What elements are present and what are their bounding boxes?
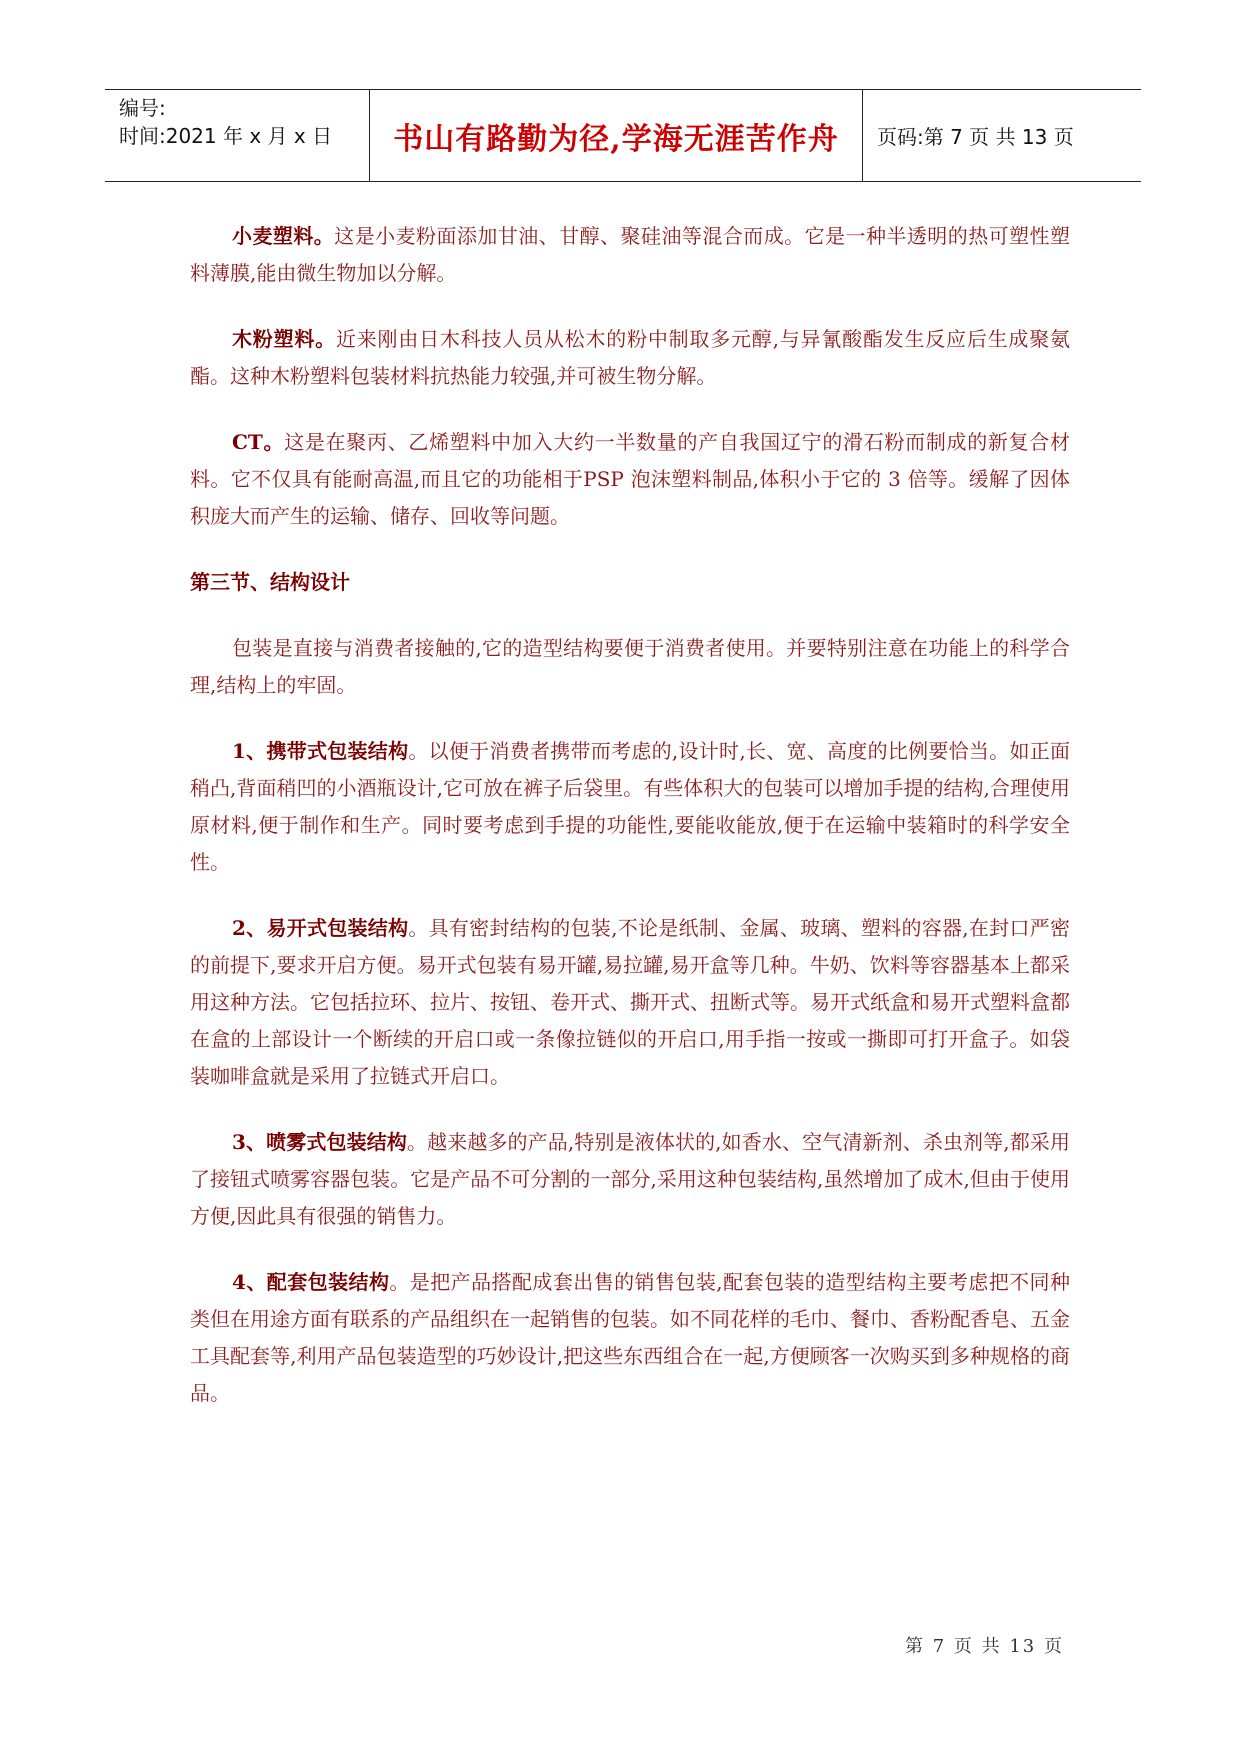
- document-body: [190, 218, 1070, 1441]
- item-text: 。是把产品搭配成套出售的销售包装,配套包装的造型结构主要考虑把不同种类但在用途方面有联系的产品组织在一起销售的包装。如不同花样的毛巾、餐巾、香粉配香皂、五金工具配套等,利用产品包装造型的巧妙设计,把这些东西组合在一起,方便顾客一次购买到多种规格的商品。: [190, 1270, 1070, 1405]
- item-set-packaging: [190, 1264, 1070, 1412]
- item-spray-packaging: [190, 1124, 1070, 1235]
- item-lead: 1、携带式包装结构: [232, 739, 409, 763]
- header-motto: 书山有路勤为径,学海无涯苦作舟: [393, 121, 839, 157]
- item-text: 。越来越多的产品,特别是液体状的,如香水、空气清新剂、杀虫剂等,都采用了接钮式喷雾容器包装。它是产品不可分割的一部分,采用这种包装结构,虽然增加了成木,但由于使用方便,因此具有很强的销售力。: [190, 1130, 1070, 1228]
- item-portable-packaging: [190, 733, 1070, 881]
- page-header: [105, 89, 1141, 182]
- item-lead: 4、配套包装结构: [232, 1270, 390, 1294]
- paragraph-lead: 木粉塑料。: [232, 327, 336, 351]
- section-heading: 第三节、结构设计: [190, 570, 350, 594]
- paragraph-intro: 包装是直接与消费者接触的,它的造型结构要便于消费者使用。并要特别注意在功能上的科学合理,结构上的牢固。: [190, 636, 1070, 697]
- item-easy-open-packaging: [190, 910, 1070, 1095]
- header-motto-cell: [370, 90, 863, 181]
- header-page-info: 页码:第 7 页 共 13 页: [877, 125, 1074, 149]
- paragraph-text: 这是小麦粉面添加甘油、甘醇、聚硅油等混合而成。它是一种半透明的热可塑性塑料薄膜,能由微生物加以分解。: [190, 224, 1070, 285]
- document-time-label: 时间:2021 年 x 月 x 日: [119, 124, 333, 148]
- item-lead: 3、喷雾式包装结构: [232, 1130, 407, 1154]
- paragraph-ct: [190, 424, 1070, 535]
- page-footer: 第 7 页 共 13 页: [905, 1636, 1064, 1657]
- paragraph-text: 这是在聚丙、乙烯塑料中加入大约一半数量的产自我国辽宁的滑石粉而制成的新复合材料。它不仅具有能耐高温,而且它的功能相于PSP 泡沫塑料制品,体积小于它的 3 倍等。缓解了因体积庞大而产生的运输、储存、回收等问题。: [190, 430, 1070, 528]
- item-text: 。以便于消费者携带而考虑的,设计时,长、宽、高度的比例要恰当。如正面稍凸,背面稍凹的小酒瓶设计,它可放在裤子后袋里。有些体积大的包装可以增加手提的结构,合理使用原材料,便于制作和生产。同时要考虑到手提的功能性,要能收能放,便于在运输中装箱时的科学安全性。: [190, 739, 1070, 874]
- item-lead: 2、易开式包装结构: [232, 916, 409, 940]
- paragraph-lead: CT。: [232, 430, 285, 454]
- header-meta: [105, 90, 370, 181]
- item-text: 。具有密封结构的包装,不论是纸制、金属、玻璃、塑料的容器,在封口严密的前提下,要求开启方便。易开式包装有易开罐,易拉罐,易开盒等几种。牛奶、饮料等容器基本上都采用这种方法。它包括拉环、拉片、按钮、卷开式、撕开式、扭断式等。易开式纸盒和易开式塑料盒都在盒的上部设计一个断续的开启口或一条像拉链似的开启口,用手指一按或一撕即可打开盒子。如袋装咖啡盒就是采用了拉链式开启口。: [190, 916, 1070, 1088]
- paragraph-wood-plastic: [190, 321, 1070, 395]
- document-number-label: 编号:: [119, 96, 166, 120]
- header-page-info-cell: [863, 90, 1141, 181]
- paragraph-wheat-plastic: [190, 218, 1070, 292]
- paragraph-text: 近来刚由日木科技人员从松木的粉中制取多元醇,与异氰酸酯发生反应后生成聚氨酯。这种木粉塑料包装材料抗热能力较强,并可被生物分解。: [190, 327, 1071, 388]
- paragraph-lead: 小麦塑料。: [232, 224, 335, 248]
